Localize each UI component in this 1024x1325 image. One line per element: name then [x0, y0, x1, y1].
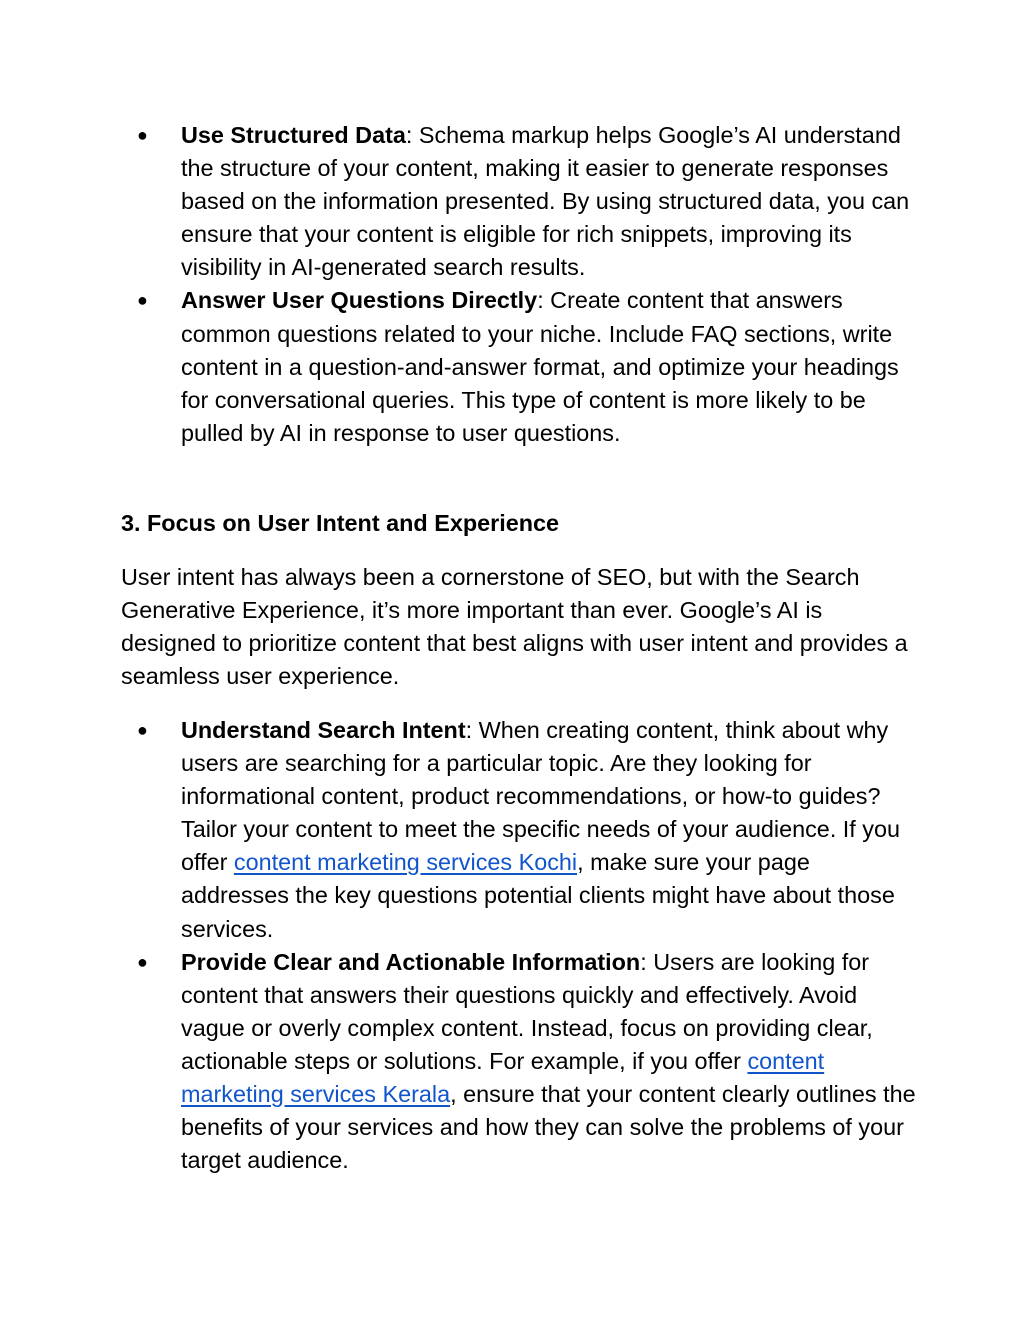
list-item — [121, 119, 921, 284]
list-item-text: : Create content that answers common questions related to your niche. Include FAQ sections, write content in a question-and-answer format, and optimize your headings for conversational queries. This type of content is more likely to be pulled by AI in response to user questions. — [181, 287, 899, 446]
link-content-marketing-kerala[interactable]: content marketing services Kerala — [181, 1047, 825, 1108]
bullet-icon: ● — [137, 720, 148, 740]
section-paragraph: User intent has always been a cornerstone of SEO, but with the Search Generative Experience, it’s more important than ever. Google’s AI is designed to prioritize content that best aligns with user intent and provides a seamless user experience. — [121, 564, 908, 690]
bullet-list-top — [121, 119, 921, 450]
list-item-term: Provide Clear and Actionable Information — [181, 948, 641, 975]
bullet-list-bottom — [121, 714, 921, 1177]
list-item — [121, 714, 921, 946]
list-item-term: Understand Search Intent — [181, 717, 466, 743]
bullet-icon: ● — [137, 951, 148, 972]
section-heading: 3. Focus on User Intent and Experience — [121, 510, 560, 536]
bullet-icon: ● — [137, 125, 148, 145]
list-item-term: Use Structured Data — [181, 122, 406, 148]
list-item-text: : Users are looking for content that answers their questions quickly and effectively. Avoid vague or overly complex content. Instead, focus on providing clear, actionable steps or solutions. For example, if you offer — [181, 948, 873, 1074]
list-item-text: : When creating content, think about why users are searching for a particular topic. Are they looking for informational content, product recommendations, or how-to guides? Tailor your content to meet the specific needs of your audience. If you offer — [181, 717, 901, 876]
bullet-icon: ● — [137, 290, 148, 311]
list-item-text: , make sure your page addresses the key questions potential clients might have about those services. — [181, 849, 895, 942]
list-item-text: : Schema markup helps Google’s AI understand the structure of your content, making it easier to generate responses based on the information presented. By using structured data, you can ensure that your content is eligible for rich snippets, improving its visibility in AI-generated search results. — [181, 122, 910, 281]
list-item-text: , ensure that your content clearly outlines the benefits of your services and how they can solve the problems of your target audience. — [181, 1081, 916, 1174]
list-item-term: Answer User Questions Directly — [181, 287, 538, 314]
list-item — [121, 946, 921, 1178]
list-item — [121, 284, 921, 449]
link-content-marketing-kochi[interactable]: content marketing services Kochi — [233, 849, 578, 876]
